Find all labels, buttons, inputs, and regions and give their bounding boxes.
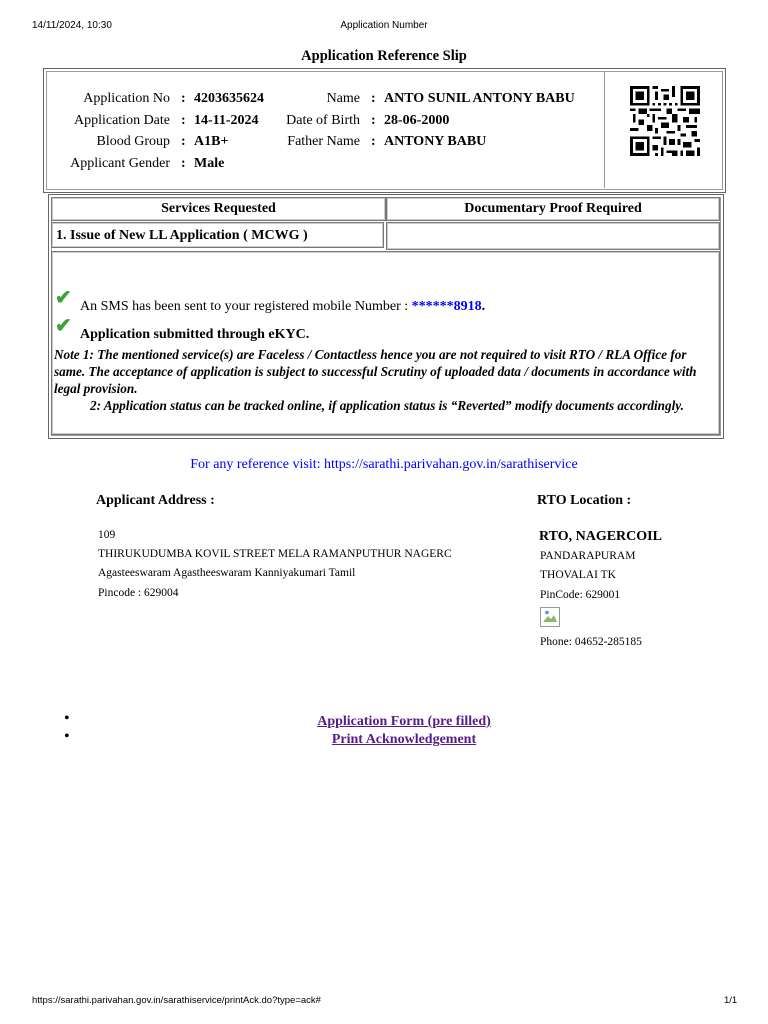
broken-image-icon — [540, 607, 560, 627]
note-1: Note 1: The mentioned service(s) are Faceless / Contactless hence you are not required to visit RTO / RLA Office for same. The acceptance of application is subject to successful Scrutiny of uploaded data / documents in accordance with legal provision. — [54, 347, 697, 396]
colon: : — [371, 113, 376, 128]
checkmark-icon: ✔ — [55, 287, 72, 309]
sms-period: . — [481, 299, 486, 314]
reference-link[interactable]: For any reference visit: https://sarathi.parivahan.gov.in/sarathiservice — [190, 457, 578, 472]
ekyc-message: Application submitted through eKYC. — [80, 327, 310, 342]
print-page-title: Application Number — [340, 20, 428, 31]
rto-line-2: THOVALAI TK — [540, 569, 616, 581]
label-blood-group: Blood Group — [96, 134, 170, 149]
slip-title: Application Reference Slip — [301, 48, 467, 64]
rto-name: RTO, NAGERCOIL — [539, 529, 662, 544]
qr-code-icon — [630, 86, 700, 156]
label-father-name: Father Name — [287, 134, 360, 149]
bullet: • — [64, 728, 70, 745]
application-form-link-row — [0, 712, 768, 730]
value-application-no: 4203635624 — [194, 91, 264, 106]
value-blood-group: A1B+ — [194, 134, 229, 149]
rto-location-heading: RTO Location : — [537, 493, 632, 508]
colon: : — [371, 134, 376, 149]
print-acknowledgement-link-row — [0, 730, 768, 748]
qr-divider — [604, 71, 605, 188]
label-name: Name — [326, 91, 360, 106]
address-line-3: Agasteeswaram Agastheeswaram Kanniyakumari Tamil — [98, 567, 356, 579]
print-acknowledgement-link[interactable]: Print Acknowledgement — [331, 732, 477, 747]
address-pincode: Pincode : 629004 — [98, 587, 179, 599]
colon: : — [181, 113, 186, 128]
application-form-link[interactable]: Application Form (pre filled) — [317, 714, 491, 729]
colon: : — [181, 134, 186, 149]
footer-page-number: 1/1 — [724, 995, 738, 1006]
proof-row-1 — [386, 222, 720, 250]
applicant-address-heading: Applicant Address : — [96, 493, 215, 508]
services-requested-header: Services Requested — [51, 197, 386, 221]
colon: : — [371, 91, 376, 106]
service-row-1: 1. Issue of New LL Application ( MCWG ) — [51, 222, 384, 248]
footer-url: https://sarathi.parivahan.gov.in/sarathiservice/printAck.do?type=ack# — [32, 995, 321, 1006]
label-application-date: Application Date — [73, 113, 170, 128]
print-timestamp: 14/11/2024, 10:30 — [32, 20, 112, 31]
value-application-date: 14-11-2024 — [194, 113, 259, 128]
label-application-no: Application No — [83, 91, 170, 106]
sms-message — [80, 299, 485, 315]
documentary-proof-header: Documentary Proof Required — [386, 197, 720, 221]
value-applicant-gender: Male — [194, 156, 225, 171]
address-line-1: 109 — [98, 529, 116, 541]
value-father-name: ANTONY BABU — [384, 134, 487, 149]
checkmark-icon: ✔ — [55, 315, 72, 337]
sms-number: ******8918 — [411, 299, 482, 314]
rto-pincode: PinCode: 629001 — [540, 589, 621, 601]
colon: : — [181, 91, 186, 106]
rto-line-1: PANDARAPURAM — [540, 550, 636, 562]
rto-phone: Phone: 04652-285185 — [540, 636, 642, 648]
colon: : — [181, 156, 186, 171]
bullet: • — [64, 710, 70, 727]
sms-text: An SMS has been sent to your registered mobile Number : — [80, 299, 409, 314]
value-date-of-birth: 28-06-2000 — [384, 113, 450, 128]
label-date-of-birth: Date of Birth — [286, 113, 360, 128]
note-2: 2: Application status can be tracked online, if application status is “Reverted” modify documents accordingly. — [90, 398, 684, 413]
label-applicant-gender: Applicant Gender — [70, 156, 170, 171]
value-name: ANTO SUNIL ANTONY BABU — [384, 91, 575, 106]
applicant-details-box — [43, 68, 726, 193]
address-line-2: THIRUKUDUMBA KOVIL STREET MELA RAMANPUTHUR NAGERC — [98, 548, 452, 560]
